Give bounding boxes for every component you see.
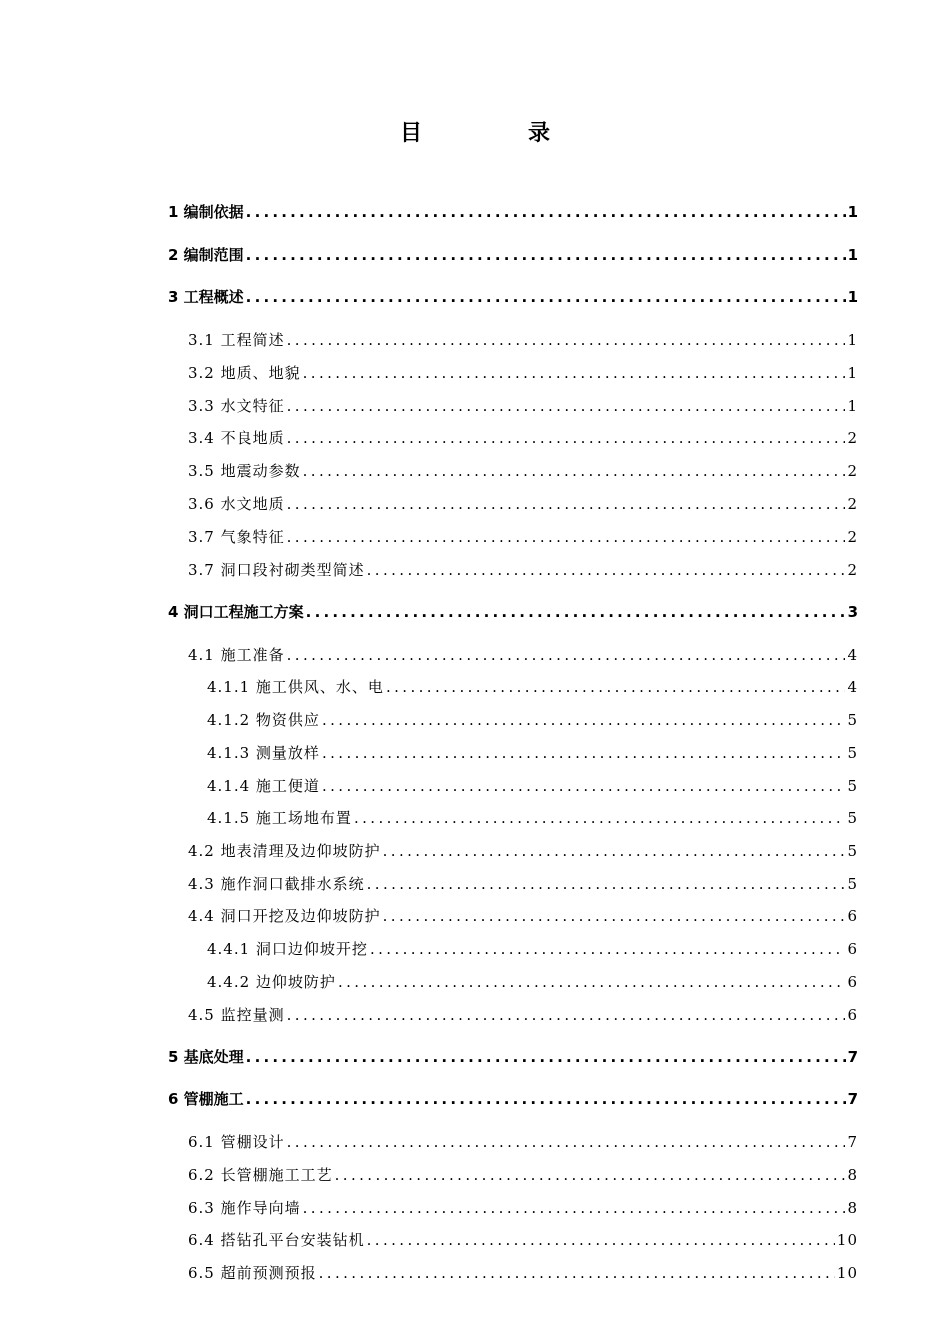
toc-entry-label: 3.4 不良地质 [188, 429, 285, 447]
dot-leader [287, 1003, 846, 1027]
toc-page-number: 1 [847, 397, 858, 415]
toc-entry[interactable] [188, 1163, 858, 1187]
toc-entry[interactable] [207, 741, 858, 765]
toc-entry[interactable] [188, 361, 858, 385]
toc-page-number: 5 [847, 711, 858, 729]
dot-leader [386, 675, 846, 699]
toc-entry-label: 3.2 地质、地貌 [188, 364, 301, 382]
toc-entry[interactable] [188, 1228, 858, 1252]
toc-entry[interactable] [188, 643, 858, 667]
toc-entry-label: 4.2 地表清理及边仰坡防护 [188, 842, 381, 860]
toc-entry-label: 3.6 水文地质 [188, 495, 285, 513]
toc-page-number: 10 [836, 1264, 858, 1282]
toc-entry[interactable] [207, 970, 858, 994]
toc-entry[interactable] [207, 708, 858, 732]
toc-entry[interactable] [188, 525, 858, 549]
toc-entry-label: 3.7 气象特征 [188, 528, 285, 546]
toc-page-number: 1 [847, 246, 858, 264]
toc-entry-label: 4.1.5 施工场地布置 [207, 809, 352, 827]
toc-entry-label: 1 编制依据 [168, 203, 244, 221]
toc-page-number: 8 [847, 1199, 858, 1217]
toc-entry-label: 2 编制范围 [168, 246, 244, 264]
toc-entry-label: 3.5 地震动参数 [188, 462, 301, 480]
toc-entry[interactable] [188, 1003, 858, 1027]
dot-leader [319, 1261, 835, 1285]
toc-entry-label: 4.1.3 测量放样 [207, 744, 320, 762]
toc-page-number: 10 [836, 1231, 858, 1249]
dot-leader [370, 937, 846, 961]
toc-title: 目 录 [399, 120, 592, 146]
toc-entry-label: 6 管棚施工 [168, 1090, 244, 1108]
dot-leader [287, 643, 846, 667]
toc-entry[interactable] [188, 492, 858, 516]
toc-page-number: 7 [847, 1048, 858, 1066]
toc-entry-label: 6.3 施作导向墙 [188, 1199, 301, 1217]
toc-page-number: 2 [847, 429, 858, 447]
dot-leader [383, 904, 846, 928]
toc-entry-label: 3.7 洞口段衬砌类型简述 [188, 561, 365, 579]
toc-entry[interactable] [188, 904, 858, 928]
toc-page-number: 6 [847, 907, 858, 925]
dot-leader [287, 492, 846, 516]
dot-leader [287, 1130, 846, 1154]
toc-entry[interactable] [188, 872, 858, 896]
dot-leader [287, 328, 846, 352]
toc-entry-label: 6.2 长管棚施工工艺 [188, 1166, 333, 1184]
toc-page-number: 2 [847, 528, 858, 546]
toc-page-number: 4 [847, 678, 858, 696]
toc-page-number: 1 [847, 331, 858, 349]
toc-entry[interactable] [168, 1087, 858, 1111]
dot-leader [287, 394, 846, 418]
dot-leader [246, 200, 846, 224]
toc-page-number: 1 [847, 288, 858, 306]
toc-entry-label: 4.4 洞口开挖及边仰坡防护 [188, 907, 381, 925]
toc-entry-label: 4.4.2 边仰坡防护 [207, 973, 336, 991]
toc-entry[interactable] [207, 774, 858, 798]
toc-entry-label: 4.1.2 物资供应 [207, 711, 320, 729]
toc-entry-label: 6.4 搭钻孔平台安装钻机 [188, 1231, 365, 1249]
toc-page-number: 3 [847, 603, 858, 621]
toc-page-number: 5 [847, 875, 858, 893]
toc-entry[interactable] [188, 558, 858, 582]
dot-leader [367, 872, 846, 896]
toc-entry[interactable] [168, 243, 858, 267]
toc-page-number: 1 [847, 364, 858, 382]
dot-leader [322, 708, 846, 732]
toc-page-number: 5 [847, 842, 858, 860]
toc-entry-label: 4.4.1 洞口边仰坡开挖 [207, 940, 368, 958]
toc-page-number: 6 [847, 1006, 858, 1024]
toc-entry-label: 3.1 工程简述 [188, 331, 285, 349]
dot-leader [367, 558, 846, 582]
toc-entry-label: 4 洞口工程施工方案 [168, 603, 304, 621]
toc-page-number: 4 [847, 646, 858, 664]
toc-page-number: 6 [847, 940, 858, 958]
toc-page-number: 1 [847, 203, 858, 221]
toc-page-number: 8 [847, 1166, 858, 1184]
dot-leader [246, 1087, 846, 1111]
toc-entry-label: 4.1.1 施工供风、水、电 [207, 678, 384, 696]
dot-leader [338, 970, 846, 994]
toc-entry[interactable] [188, 1130, 858, 1154]
toc-entry-label: 4.1 施工准备 [188, 646, 285, 664]
dot-leader [354, 806, 846, 830]
toc-page-number: 5 [847, 777, 858, 795]
toc-entry-label: 6.1 管棚设计 [188, 1133, 285, 1151]
toc-page-number: 7 [847, 1090, 858, 1108]
dot-leader [246, 285, 846, 309]
toc-page-number: 2 [847, 462, 858, 480]
dot-leader [246, 1045, 846, 1069]
dot-leader [303, 459, 846, 483]
toc-entry-label: 3.3 水文特征 [188, 397, 285, 415]
toc-page-number: 2 [847, 495, 858, 513]
toc-entry-label: 5 基底处理 [168, 1048, 244, 1066]
toc-entry[interactable] [207, 675, 858, 699]
dot-leader [303, 361, 846, 385]
toc-entry-label: 4.3 施作洞口截排水系统 [188, 875, 365, 893]
toc-entry[interactable] [168, 285, 858, 309]
toc-entry[interactable] [207, 806, 858, 830]
toc-entry[interactable] [188, 839, 858, 863]
toc-entry[interactable] [188, 459, 858, 483]
dot-leader [322, 774, 846, 798]
toc-entry-label: 6.5 超前预测预报 [188, 1264, 317, 1282]
dot-leader [383, 839, 846, 863]
dot-leader [306, 600, 846, 624]
toc-entry[interactable] [188, 328, 858, 352]
toc-entry[interactable] [188, 1196, 858, 1220]
toc-page-number: 5 [847, 809, 858, 827]
toc-entry[interactable] [188, 394, 858, 418]
toc-page-number: 6 [847, 973, 858, 991]
dot-leader [287, 525, 846, 549]
toc-page-number: 7 [847, 1133, 858, 1151]
toc-entry[interactable] [207, 937, 858, 961]
toc-entry[interactable] [188, 1261, 858, 1285]
dot-leader [246, 243, 846, 267]
toc-page-number: 5 [847, 744, 858, 762]
toc-entry[interactable] [188, 426, 858, 450]
toc-entry-label: 4.1.4 施工便道 [207, 777, 320, 795]
dot-leader [322, 741, 846, 765]
toc-entry[interactable] [168, 600, 858, 624]
toc-page-number: 2 [847, 561, 858, 579]
dot-leader [335, 1163, 846, 1187]
dot-leader [303, 1196, 846, 1220]
toc-entry-label: 3 工程概述 [168, 288, 244, 306]
toc-entry-label: 4.5 监控量测 [188, 1006, 285, 1024]
toc-entry[interactable] [168, 1045, 858, 1069]
dot-leader [367, 1228, 835, 1252]
dot-leader [287, 426, 846, 450]
toc-entry[interactable] [168, 200, 858, 224]
